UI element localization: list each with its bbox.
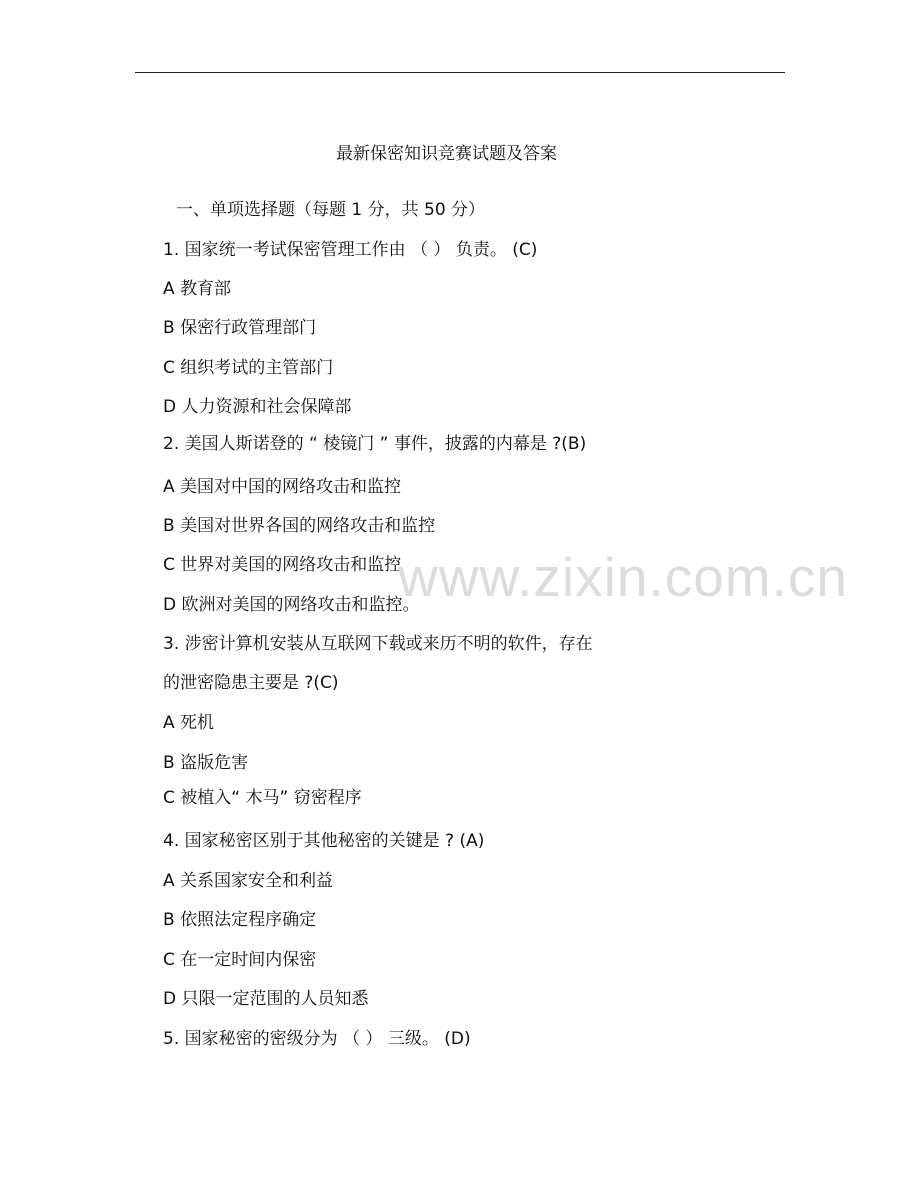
option-line: D 只限一定范围的人员知悉 [163,989,369,1009]
question-5: 5. 国家秘密的密级分为 （ ） 三级。 (D) [163,1029,471,1049]
option-line: A 美国对中国的网络攻击和监控 [163,477,402,497]
option-line: D 欧洲对美国的网络攻击和监控。 [163,595,420,615]
option-line: C 世界对美国的网络攻击和监控 [163,555,402,575]
option-line: C 组织考试的主管部门 [163,358,334,378]
option-line: B 美国对世界各国的网络攻击和监控 [163,516,436,536]
question-1: 1. 国家统一考试保密管理工作由 （ ） 负责。 (C) [163,240,538,260]
section-heading: 一、单项选择题（每题 1 分，共 50 分） [176,200,486,220]
option-line: C 被植入“ 木马” 窃密程序 [163,788,362,808]
option-line: D 人力资源和社会保障部 [163,397,352,417]
question-3-continued: 的泄密隐患主要是 ?(C) [163,673,339,693]
watermark: www.zixin.com.cn [398,546,848,608]
option-line: B 盗版危害 [163,753,249,773]
option-line: B 保密行政管理部门 [163,318,317,338]
option-line: B 依照法定程序确定 [163,910,317,930]
option-line: A 关系国家安全和利益 [163,871,334,891]
question-4: 4. 国家秘密区别于其他秘密的关键是 ? (A) [163,831,485,851]
question-2: 2. 美国人斯诺登的 “ 棱镜门 ” 事件，披露的内幕是 ?(B) [163,434,587,454]
question-3: 3. 涉密计算机安装从互联网下载或来历不明的软件，存在 [163,634,593,654]
option-line: C 在一定时间内保密 [163,950,317,970]
header-rule [135,72,785,73]
document-title: 最新保密知识竞赛试题及答案 [336,144,557,164]
option-line: A 教育部 [163,279,232,299]
option-line: A 死机 [163,713,215,733]
